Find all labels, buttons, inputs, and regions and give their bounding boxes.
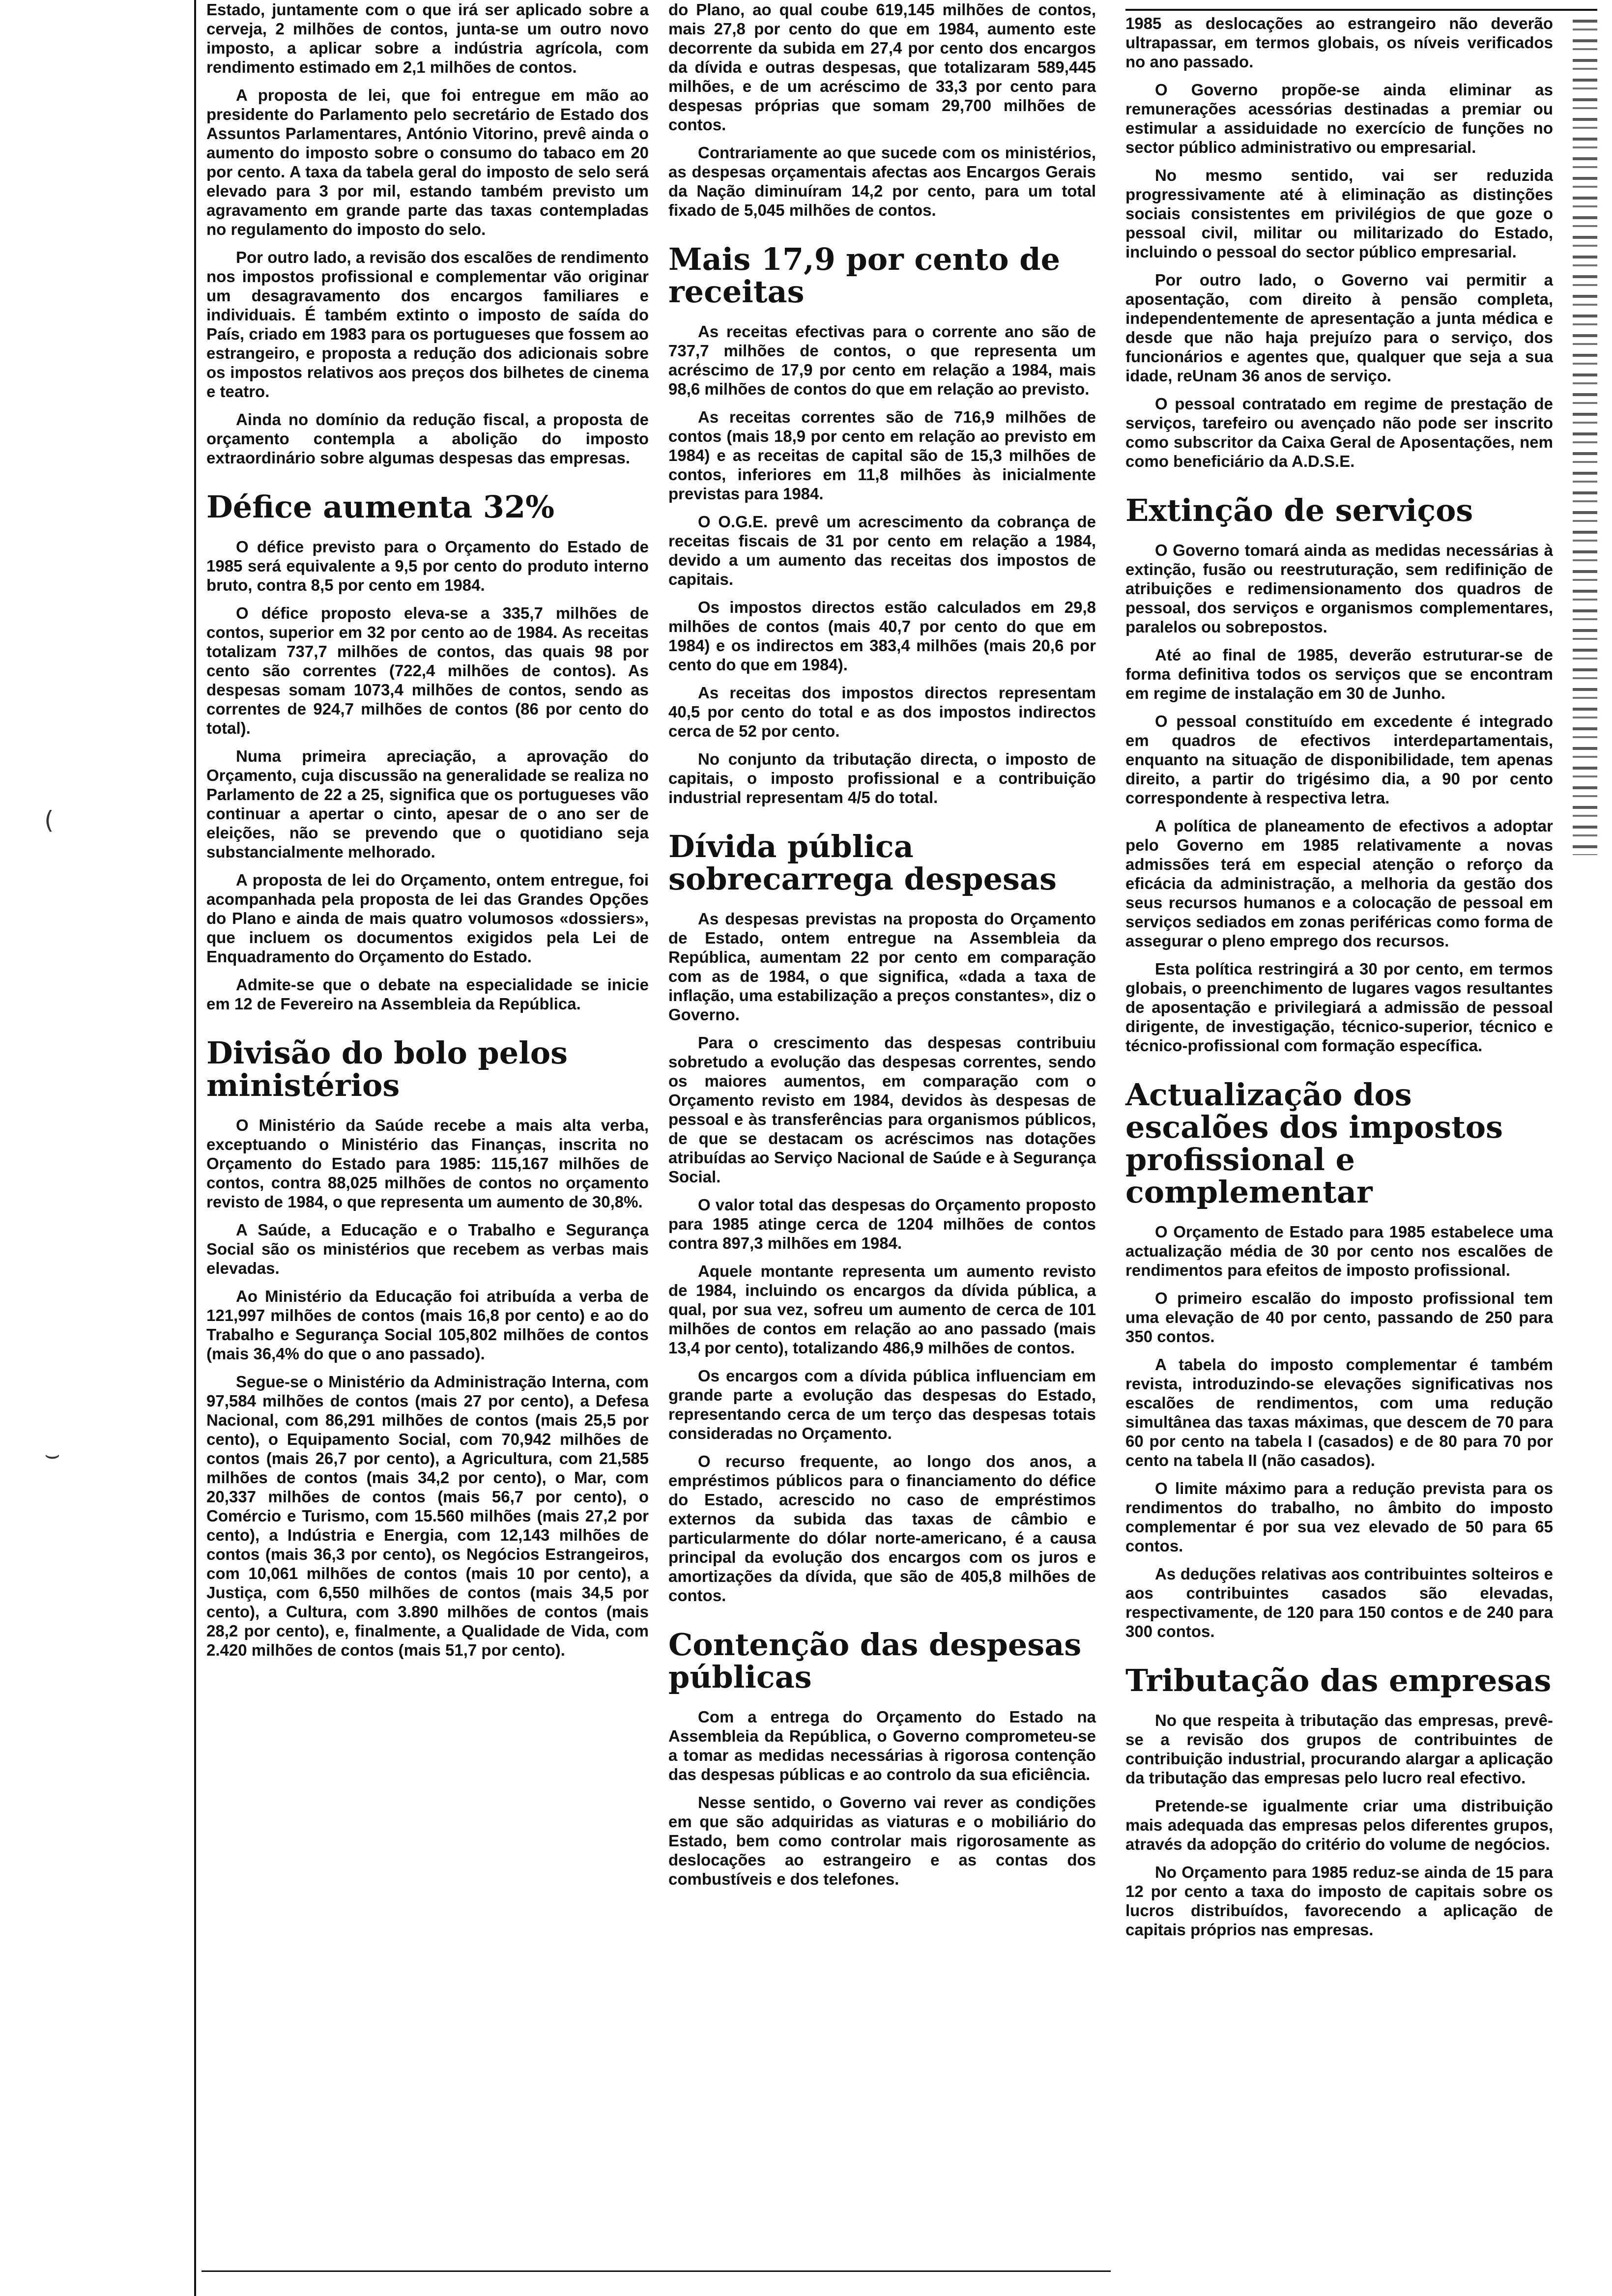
paragraph: A política de planeamento de efectivos a adoptar pelo Governo em 1985 relativamente a novas admissões terá em especial atenção o reforço da eficácia da administração, a melhoria da gestão dos seus recursos humanos e a colocação de pessoal em serviços sediados em zonas periféricas como forma de assegurar o pleno emprego dos recursos. [1125, 817, 1553, 950]
paragraph: As receitas correntes são de 716,9 milhões de contos (mais 18,9 por cento em relação ao previsto em 1984) e as receitas de capital são de 15,3 milhões de contos, inferiores em 11,8 milhões às inicialmente previstas para 1984. [668, 408, 1096, 503]
section-heading: Tributação das empresas [1125, 1663, 1552, 1698]
paragraph: As deduções relativas aos contribuintes solteiros e aos contribuintes casados são elevadas, respectivamente, de 120 para 150 contos e de 240 para 300 contos. [1125, 1565, 1553, 1640]
section-heading: Actualização dos escalões dos impostos profissional e complementar [1125, 1077, 1503, 1210]
paragraph: Aquele montante representa um aumento revisto de 1984, incluindo os encargos da dívida pública, a qual, por sua vez, sofreu um aumento de cerca de 101 milhões de contos em relação ao ano passado (mais 13,4 por cento), totalizando 486,9 milhões de contos. [668, 1262, 1096, 1357]
section-heading: Contenção das despesas públicas [668, 1627, 1082, 1695]
paragraph: O pessoal constituído em excedente é integrado em quadros de efectivos interdepartamentais, enquanto na situação de disponibilidade, tem apenas direito, a partir do trigésimo dia, a 90 por cento correspondente à respectiva letra. [1125, 712, 1553, 807]
paragraph: No conjunto da tributação directa, o imposto de capitais, o imposto profissional e a contribuição industrial representam 4/5 do total. [668, 750, 1096, 806]
paragraph: Para o crescimento das despesas contribuiu sobretudo a evolução das despesas correntes, sendo os maiores aumentos, em comparação com o Orçamento revisto em 1984, devidos às despesas de pessoal e às transferências para organismos públicos, de que se destacam os acréscimos nas dotações atribuídas ao Serviço Nacional de Saúde e à Segurança Social. [668, 1033, 1096, 1186]
paragraph: Segue-se o Ministério da Administração Interna, com 97,584 milhões de contos (mais 27 por cento), a Defesa Nacional, com 86,291 milhões de contos (mais 25,5 por cento), o Equipamento Social, com 70,942 milhões de contos (mais 26,7 por cento), a Agricultura, com 21,585 milhões de contos (mais 34,2 por cento), o Mar, com 20,337 milhões de contos (mais 56,7 por cento), o Comércio e Turismo, com 15.560 milhões (mais 27,2 por cento), a Indústria e Energia, com 12,143 milhões de contos (mais 36,3 por cento), os Negócios Estrangeiros, com 10,061 milhões de contos (mais 10 por cento), a Justiça, com 6,550 milhões de contos (mais 34,5 por cento), a Cultura, com 3.890 milhões de contos (mais 28,2 por cento), e, finalmente, a Qualidade de Vida, com 2.420 milhões de contos (mais 51,7 por cento). [206, 1373, 649, 1659]
paragraph: As receitas dos impostos directos representam 40,5 por cento do total e as dos impostos indirectos cerca de 52 por cento. [668, 684, 1096, 740]
paragraph: A Saúde, a Educação e o Trabalho e Segurança Social são os ministérios que recebem as verbas mais elevadas. [206, 1221, 649, 1277]
section-heading: Extinção de serviços [1125, 492, 1473, 528]
column-rule-left [194, 0, 196, 2296]
section-heading: Dívida pública sobrecarrega despesas [668, 829, 1057, 897]
paragraph: Esta política restringirá a 30 por cento, em termos globais, o preenchimento de lugares vagos resultantes de aposentação e privilegiará a admissão de pessoal dirigente, de investigação, técnico-superior, técnico e técnico-profissional com formação específica. [1125, 960, 1553, 1055]
paragraph: As receitas efectivas para o corrente ano são de 737,7 milhões de contos, o que representa um acréscimo de 17,9 por cento em relação a 1984, mais 98,6 milhões de contos do que em relação ao previsto. [668, 322, 1096, 398]
scan-edge [1573, 20, 1597, 855]
column-rule-bottom [202, 2270, 1111, 2272]
paragraph: O O.G.E. prevê um acrescimento da cobrança de receitas fiscais de 31 por cento em relação a 1984, devido a um aumento das receitas dos impostos de capitais. [668, 513, 1096, 588]
column-1 [206, 0, 649, 1668]
paragraph: Ainda no domínio da redução fiscal, a proposta de orçamento contempla a abolição do imposto extraordinário sobre algumas despesas das empresas. [206, 410, 649, 467]
paragraph: No mesmo sentido, vai ser reduzida progressivamente até à eliminação as distinções sociais consistentes em privilégios de que goze o pessoal civil, militar ou militarizado do Estado, incluindo o pessoal do sector público empresarial. [1125, 166, 1553, 261]
paragraph: O Governo propõe-se ainda eliminar as remunerações acessórias destinadas a premiar ou estimular a assiduidade no exercício de funções no sector público administrativo ou empresarial. [1125, 81, 1553, 156]
paragraph: O Orçamento de Estado para 1985 estabelece uma actualização média de 30 por cento nos escalões de rendimentos para efeitos de imposto profissional. [1125, 1223, 1553, 1279]
column-2 [668, 0, 1096, 1897]
paragraph: Com a entrega do Orçamento do Estado na Assembleia da República, o Governo comprometeu-se a tomar as medidas necessárias à rigorosa contenção das despesas públicas e ao controlo da sua eficiência. [668, 1708, 1096, 1783]
paragraph: No Orçamento para 1985 reduz-se ainda de 15 para 12 por cento a taxa do imposto de capitais sobre os lucros distribuídos, favorecendo a aplicação de capitais próprios nas empresas. [1125, 1863, 1553, 1939]
paragraph: Nesse sentido, o Governo vai rever as condições em que são adquiridas as viaturas e o mobiliário do Estado, bem como controlar mais rigorosamente as deslocações ao estrangeiro e as contas dos combustíveis e dos telefones. [668, 1793, 1096, 1888]
section-heading: Mais 17,9 por cento de receitas [668, 241, 1061, 310]
column-3 [1125, 14, 1553, 1948]
paragraph: do Plano, ao qual coube 619,145 milhões de contos, mais 27,8 por cento do que em 1984, aumento este decorrente da subida em 27,4 por cento dos encargos da dívida e outras despesas, que totalizaram 589,445 milhões, e de um acréscimo de 33,3 por cento para despesas próprias que somam 29,700 milhões de contos. [668, 0, 1096, 134]
paragraph: 1985 as deslocações ao estrangeiro não deverão ultrapassar, em termos globais, os níveis verificados no ano passado. [1125, 14, 1553, 71]
paragraph: Contrariamente ao que sucede com os ministérios, as despesas orçamentais afectas aos Encargos Gerais da Nação diminuíram 14,2 por cento, para um total fixado de 5,045 milhões de contos. [668, 144, 1096, 219]
paragraph: Pretende-se igualmente criar uma distribuição mais adequada das empresas pelos diferentes grupos, através da adopção do critério do volume de negócios. [1125, 1797, 1553, 1853]
paragraph: O défice proposto eleva-se a 335,7 milhões de contos, superior em 32 por cento ao de 1984. As receitas totalizam 737,7 milhões de contos, das quais 98 por cento são correntes (722,4 milhões de contos). As despesas somam 1073,4 milhões de contos, sendo as correntes de 924,7 milhões de contos (86 por cento do total). [206, 604, 649, 737]
paragraph: O valor total das despesas do Orçamento proposto para 1985 atinge cerca de 1204 milhões de contos contra 897,3 milhões em 1984. [668, 1196, 1096, 1252]
section-heading: Divisão do bolo pelos ministérios [206, 1035, 568, 1103]
paragraph: Os encargos com a dívida pública influenciam em grande parte a evolução das despesas do Estado, representando cerca de um terço das despesas totais consideradas no Orçamento. [668, 1367, 1096, 1442]
paragraph: Por outro lado, a revisão dos escalões de rendimento nos impostos profissional e complementar vão originar um desagravamento dos encargos familiares e individuais. É também extinto o imposto de saída do País, criado em 1983 para os portugueses que fossem ao estrangeiro, e proposta a redução dos adicionais sobre os impostos relativos aos preços dos bilhetes de cinema e teatro. [206, 248, 649, 401]
paragraph: O limite máximo para a redução prevista para os rendimentos do trabalho, no âmbito do imposto complementar é por sua vez elevado de 50 para 65 contos. [1125, 1479, 1553, 1555]
paragraph: O défice previsto para o Orçamento do Estado de 1985 será equivalente a 9,5 por cento do produto interno bruto, contra 8,5 por cento em 1984. [206, 538, 649, 594]
paragraph: No que respeita à tributação das empresas, prevê-se a revisão dos grupos de contribuintes de contribuição industrial, procurando alargar a aplicação da tributação das empresas pelo lucro real efectivo. [1125, 1711, 1553, 1787]
paragraph: O primeiro escalão do imposto profissional tem uma elevação de 40 por cento, passando de 250 para 350 contos. [1125, 1289, 1553, 1346]
paragraph: As despesas previstas na proposta do Orçamento de Estado, ontem entregue na Assembleia da República, aumentam 22 por cento em comparação com as de 1984, o que significa, «dada a taxa de inflação, uma estabilização a preços constantes», diz o Governo. [668, 910, 1096, 1024]
paragraph: A proposta de lei, que foi entregue em mão ao presidente do Parlamento pelo secretário de Estado dos Assuntos Parlamentares, António Vitorino, prevê ainda o aumento do imposto sobre o consumo do tabaco em 20 por cento. A taxa da tabela geral do imposto de selo será elevado para 3 por mil, estando também previsto um agravamento em grande parte das taxas contempladas no regulamento do imposto do selo. [206, 86, 649, 238]
paragraph: Até ao final de 1985, deverão estruturar-se de forma definitiva todos os serviços que se encontram em regime de instalação em 30 de Junho. [1125, 646, 1553, 702]
paragraph: Por outro lado, o Governo vai permitir a aposentação, com direito à pensão completa, independentemente de apresentação a junta médica e desde que não haja prejuízo para o serviço, dos funcionários e agentes que, qualquer que seja a sua idade, reUnam 36 anos de serviço. [1125, 271, 1553, 385]
paragraph: O pessoal contratado em regime de prestação de serviços, tarefeiro ou avençado não pode ser inscrito como subscritor da Caixa Geral de Aposentações, nem como beneficiário da A.D.S.E. [1125, 395, 1553, 470]
paragraph: O Governo tomará ainda as medidas necessárias à extinção, fusão ou reestruturação, sem redifinição de atribuições e redimensionamento dos quadros de pessoal, dos serviços e organismos complementares, paralelos ou sobrepostos. [1125, 541, 1553, 636]
margin-mark: ⌣ [44, 1440, 60, 1468]
margin-mark: ( [44, 806, 54, 834]
section-heading: Défice aumenta 32% [206, 489, 555, 525]
paragraph: O recurso frequente, ao longo dos anos, a empréstimos públicos para o financiamento do défice do Estado, acrescido no caso de empréstimos externos da subida das taxas de câmbio e particularmente do dólar norte-americano, é a causa principal da evolução dos encargos com os juros e amortizações da dívida, que são de 405,8 milhões de contos. [668, 1452, 1096, 1605]
paragraph: Ao Ministério da Educação foi atribuída a verba de 121,997 milhões de contos (mais 16,8 por cento) e ao do Trabalho e Segurança Social 105,802 milhões de contos (mais 36,4% do que o ano passado). [206, 1287, 649, 1363]
paragraph: Numa primeira apreciação, a aprovação do Orçamento, cuja discussão na generalidade se realiza no Parlamento de 22 a 25, significa que os portugueses vão continuar a apertar o cinto, apesar de o ano ser de eleições, não se prevendo que o quotidiano seja substancialmente melhorado. [206, 747, 649, 861]
paragraph: Os impostos directos estão calculados em 29,8 milhões de contos (mais 40,7 por cento do que em 1984) e os indirectos em 383,4 milhões (mais 20,6 por cento do que em 1984). [668, 598, 1096, 674]
column-rule-top-right [1125, 9, 1597, 11]
paragraph: Admite-se que o debate na especialidade se inicie em 12 de Fevereiro na Assembleia da República. [206, 976, 649, 1013]
paragraph: A proposta de lei do Orçamento, ontem entregue, foi acompanhada pela proposta de lei das Grandes Opções do Plano e ainda de mais quatro volumosos «dossiers», que incluem os documentos exigidos pela Lei de Enquadramento do Orçamento do Estado. [206, 871, 649, 966]
paragraph: A tabela do imposto complementar é também revista, introduzindo-se elevações significativas nos escalões de rendimentos, com uma redução simultânea das taxas máximas, que descem de 70 para 60 por cento na tabela I (casados) e de 80 para 70 por cento na tabela II (não casados). [1125, 1355, 1553, 1469]
paragraph: O Ministério da Saúde recebe a mais alta verba, exceptuando o Ministério das Finanças, inscrita no Orçamento do Estado para 1985: 115,167 milhões de contos, contra 88,025 milhões de contos no orçamento revisto de 1984, o que representa um aumento de 30,8%. [206, 1116, 649, 1211]
paragraph: Estado, juntamente com o que irá ser aplicado sobre a cerveja, 2 milhões de contos, junta-se um outro novo imposto, a aplicar sobre a indústria agrícola, com rendimento estimado em 2,1 milhões de contos. [206, 0, 649, 76]
